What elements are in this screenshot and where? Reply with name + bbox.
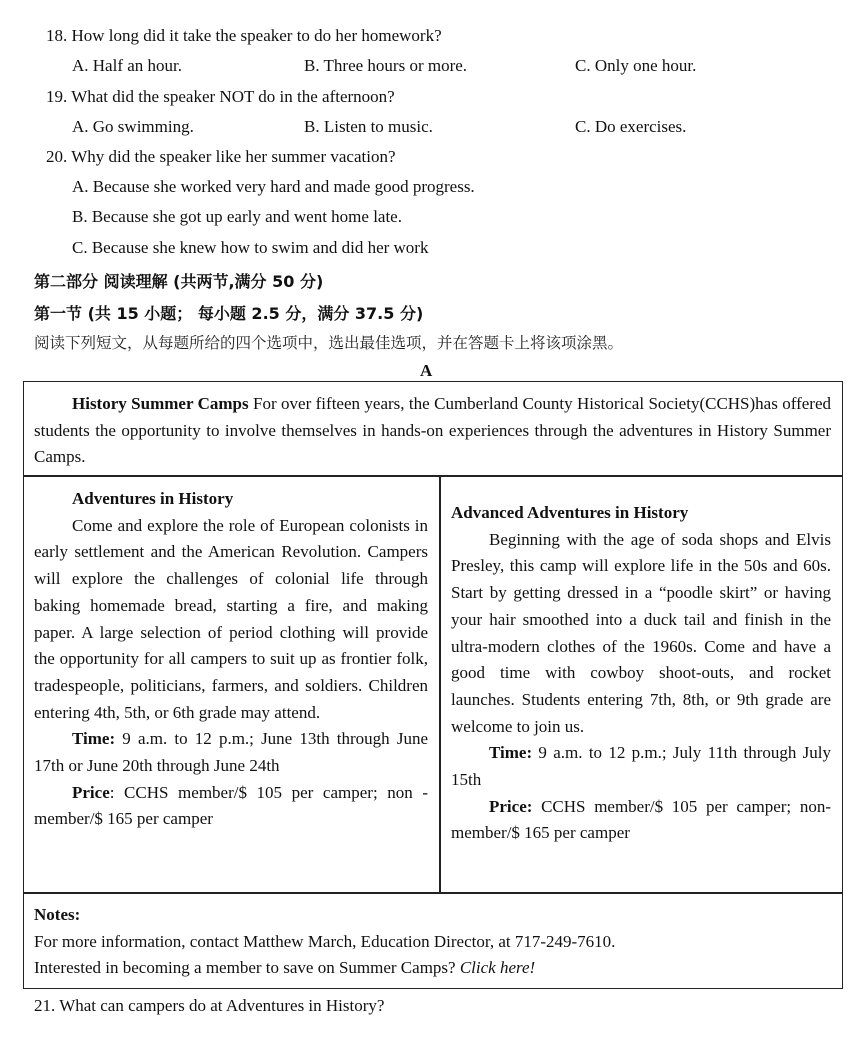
question-18-option-a: A. Half an hour.	[72, 56, 183, 75]
passage-letter: A	[420, 361, 433, 380]
notes-title: Notes:	[34, 905, 81, 924]
question-18-option-b: B. Three hours or more.	[304, 56, 468, 75]
right-camp-time-label: Time:	[489, 743, 533, 763]
question-18-stem: 18. How long did it take the speaker to do her homework?	[46, 26, 442, 45]
click-here-link[interactable]: Click here!	[459, 958, 536, 978]
right-camp-title: Advanced Adventures in History	[451, 503, 689, 522]
column-divider	[439, 476, 441, 893]
left-camp-body: Come and explore the role of European colonists in early settlement and the American Revolution. Campers will explore the challenges of colonial life through baking homemade bread, starting a fire, and making paper. A large selection of period clothing will provide the opportunity for all campers to suit up as frontier folk, tradespeople, politicians, farmers, and soldiers. Children entering 4th, 5th, or 6th grade may attend.	[34, 515, 428, 722]
left-camp-price-label: Price	[72, 782, 110, 802]
notes-contact-line: For more information, contact Matthew March, Education Director, at 717-249-7610.	[34, 931, 616, 951]
right-camp-column	[451, 500, 831, 847]
left-camp-time-label: Time:	[72, 729, 116, 749]
notes-member-line: Interested in becoming a member to save on Summer Camps?	[34, 958, 460, 978]
left-camp-time: 9 a.m. to 12 p.m.; June 13th through June 17th or June 20th through June 24th	[34, 729, 428, 776]
passage-intro-text: For over fifteen years, the Cumberland County Historical Society(CCHS)has offered students the opportunity to involve themselves in hands-on experiences through the adventures in History Summer Camps.	[34, 394, 832, 467]
question-18-option-c: C. Only one hour.	[575, 56, 697, 75]
left-camp-column	[34, 486, 428, 833]
notes-section	[34, 902, 831, 982]
question-20-option-b: B. Because she got up early and went home late.	[72, 207, 402, 226]
question-20-option-a: A. Because she worked very hard and made good progress.	[72, 177, 475, 196]
right-camp-price-label: Price:	[489, 796, 533, 816]
part-title: 第二部分 阅读理解 (共两节,满分 50 分)	[34, 272, 324, 291]
question-20-option-c: C. Because she knew how to swim and did her work	[72, 238, 429, 257]
question-21-stem: 21. What can campers do at Adventures in History?	[34, 996, 385, 1015]
right-camp-time: 9 a.m. to 12 p.m.; July 11th through July 15th	[451, 743, 831, 790]
passage-intro	[34, 391, 831, 471]
question-19-option-c: C. Do exercises.	[575, 117, 687, 136]
question-19-stem: 19. What did the speaker NOT do in the afternoon?	[46, 87, 395, 106]
left-camp-title: Adventures in History	[72, 489, 234, 508]
section-subtitle: 第一节 (共 15 小题； 每小题 2.5 分，满分 37.5 分)	[34, 304, 424, 323]
question-19-option-b: B. Listen to music.	[304, 117, 433, 136]
left-camp-price: : CCHS member/$ 105 per camper; non -member/$ 165 per camper	[34, 782, 428, 829]
right-camp-body: Beginning with the age of soda shops and Elvis Presley, this camp will explore life in the 50s and 60s. Start by getting dressed in a “poodle skirt” or having your hair smoothed into a duck tail and finish in the ultra-modern clothes of the 1960s. Come and have a good time with cowboy shoot-outs, and rocket launches. Students entering 7th, 8th, or 9th grade are welcome to join us.	[451, 529, 831, 736]
reading-instructions: 阅读下列短文，从每题所给的四个选项中，选出最佳选项，并在答题卡上将该项涂黑。	[34, 334, 624, 352]
question-19-option-a: A. Go swimming.	[72, 117, 194, 136]
right-camp-price: CCHS member/$ 105 per camper; non-member/$ 165 per camper	[451, 796, 831, 843]
question-20-stem: 20. Why did the speaker like her summer vacation?	[46, 147, 396, 166]
passage-intro-title: History Summer Camps	[72, 394, 249, 413]
